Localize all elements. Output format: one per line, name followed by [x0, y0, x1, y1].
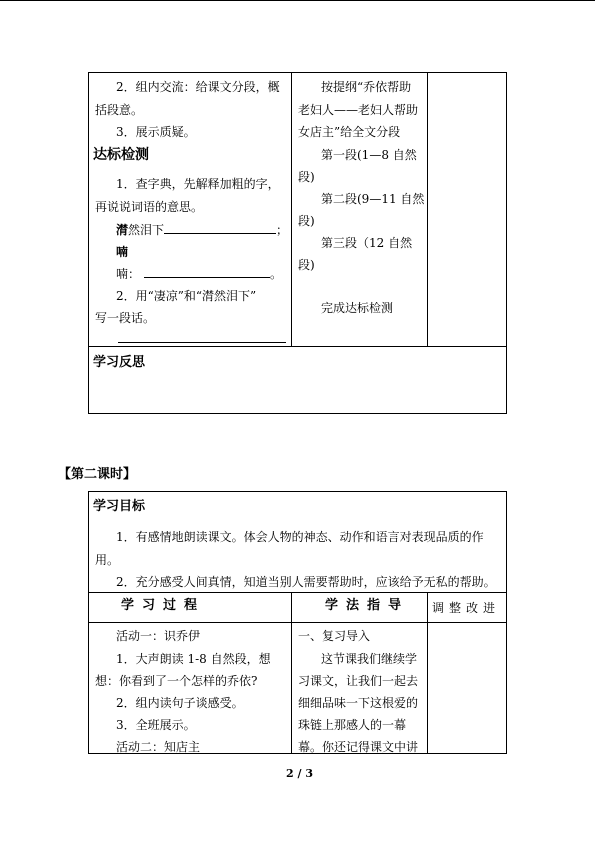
term-text: 喃：	[116, 267, 141, 281]
text-line: 第二段(9—11 自然	[321, 192, 425, 206]
text-line: 细细品味一下这根爱的	[298, 696, 419, 710]
goal-text: 用。	[95, 553, 120, 567]
table2-col-divider-1	[291, 592, 292, 754]
text-line: 2．组内读句子谈感受。	[116, 696, 244, 710]
text-line: 第一段(1—8 自然	[321, 148, 417, 162]
bold-char: 潸	[116, 223, 129, 237]
text-line: 幕。你还记得课文中讲	[298, 740, 419, 754]
text-line: 段)	[298, 258, 315, 272]
page-top-rule	[0, 0, 595, 1]
fill-in-item	[116, 222, 288, 238]
text-line: 1．查字典，先解释加粗的字，	[116, 177, 280, 191]
answer-blank	[164, 222, 276, 234]
text-line: 活动二：知店主	[116, 740, 201, 754]
text-line: 想：你看到了一个怎样的乔依?	[95, 674, 258, 688]
text-line: 第三段（12 自然	[321, 236, 413, 250]
text-line: 段)	[298, 214, 315, 228]
text-line: 2．组内交流：给课文分段，概	[116, 80, 280, 94]
text-line: 一、复习导入	[298, 629, 371, 643]
section-heading: 达标检测	[93, 147, 149, 163]
punct: ；	[276, 223, 289, 237]
table2-row-divider-2	[88, 622, 507, 623]
text-line: 完成达标检测	[321, 301, 394, 315]
text-line: 3．展示质疑。	[116, 125, 196, 139]
table1-divider-2	[427, 72, 428, 347]
table1-border-left	[88, 72, 89, 414]
table1-border-bottom	[88, 413, 507, 414]
text-line: 2．用“凄凉”和“潸然泪下”	[116, 289, 257, 303]
page-number: 2 / 3	[286, 767, 313, 780]
text-line: 这节课我们继续学	[321, 652, 418, 666]
answer-blank	[144, 266, 270, 278]
text-line: 女店主”给全文分段	[298, 125, 401, 139]
text-line: 括段意。	[95, 103, 144, 117]
table2-border-top	[88, 491, 507, 492]
table1-row-divider	[88, 346, 507, 347]
column-header-adjust: 调整改进	[432, 601, 501, 615]
column-header-process: 学习过程	[121, 598, 206, 613]
fill-in-item	[116, 266, 282, 282]
text-line: 再说说词语的意思。	[95, 200, 204, 214]
text-line: 珠链上那感人的一幕	[298, 718, 407, 732]
goal-text: 1．有感情地朗读课文。体会人物的神态、动作和语言对表现品质的作	[116, 530, 484, 544]
text-line: 老妇人——老妇人帮助	[298, 103, 419, 117]
term-text: 然泪下	[128, 223, 165, 237]
section-title: 【第二课时】	[58, 467, 137, 482]
table2-col-divider-2	[427, 592, 428, 754]
text-line: 活动一：识乔伊	[116, 629, 201, 643]
table1-divider-1	[291, 72, 292, 347]
text-line: 习课文，让我们一起去	[298, 674, 419, 688]
text-line: 按提纲“乔依帮助	[321, 80, 412, 94]
text-line: 段)	[298, 170, 315, 184]
punct: 。	[270, 267, 283, 281]
table2-row-divider-1	[88, 592, 507, 593]
writing-line	[118, 342, 286, 343]
text-line: 1．大声朗读 1-8 自然段，想	[116, 652, 271, 666]
text-line: 3．全班展示。	[116, 718, 196, 732]
reflection-heading: 学习反思	[93, 355, 146, 370]
text-line: 写一段话。	[95, 311, 156, 325]
goal-text: 2．充分感受人间真情，知道当别人需要帮助时，应该给予无私的帮助。	[116, 575, 496, 589]
table1-border-top	[88, 72, 507, 73]
column-header-guidance: 学法指导	[325, 598, 410, 613]
bold-char: 喃	[116, 245, 129, 259]
table1-border-right	[506, 72, 507, 414]
goals-heading: 学习目标	[93, 499, 146, 514]
